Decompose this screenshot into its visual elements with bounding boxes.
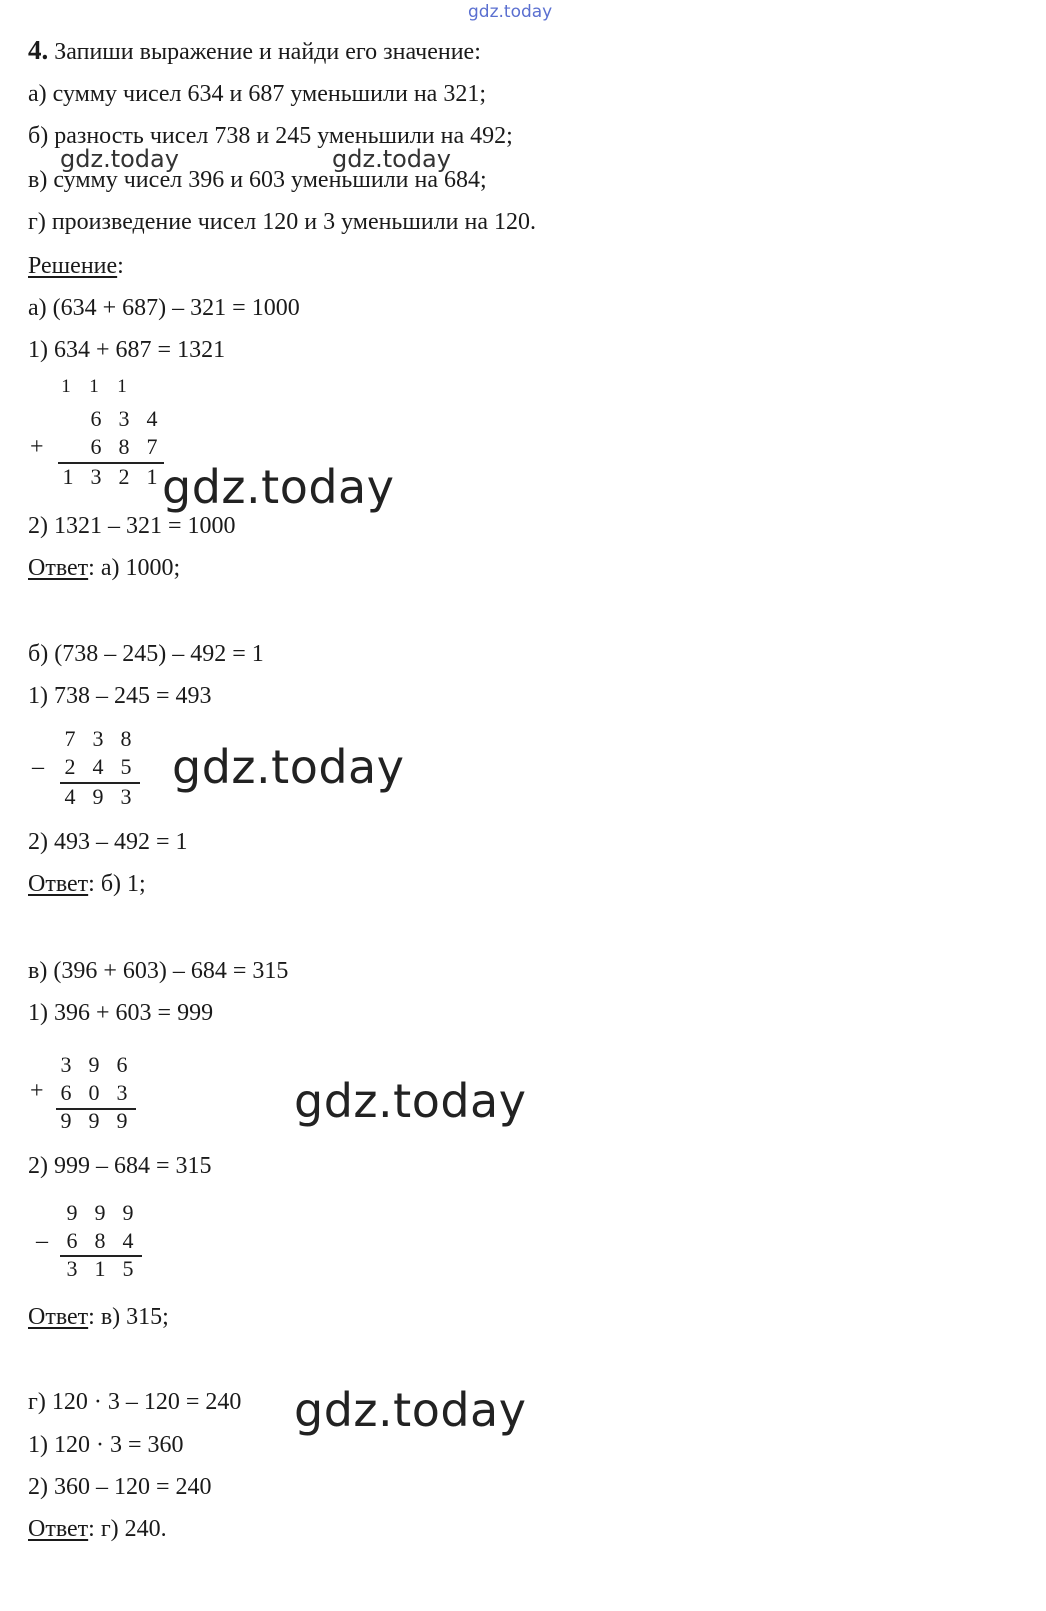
carry-digit: 1 [89,376,99,397]
digit: 3 [66,1256,78,1281]
part-g-step1: 1) 120 · 3 = 360 [28,1432,184,1458]
answer-value: : б) 1; [88,871,146,897]
digit: 9 [116,1108,128,1133]
plus-sign: + [30,434,44,460]
task-item-a: а) сумму чисел 634 и 687 уменьшили на 321; [28,81,486,107]
carry-digit: 1 [61,376,71,397]
part-a-step1: 1) 634 + 687 = 1321 [28,337,226,363]
digit: 2 [64,754,76,779]
column-calc-v-sum [28,1052,168,1142]
answer-label: Ответ [28,555,89,581]
part-a-answer [28,554,180,582]
part-v-step2: 2) 999 – 684 = 315 [28,1153,212,1179]
watermark-small-1: gdz.today [60,145,179,173]
digit: 6 [66,1228,78,1253]
answer-value: : в) 315; [88,1304,169,1330]
digit: 6 [60,1080,72,1105]
digit: 3 [60,1052,72,1077]
digit: 7 [146,434,158,459]
task-heading [28,36,481,66]
digit: 5 [120,754,132,779]
solution-label: Решение [28,253,118,279]
watermark-big-4: gdz.today [294,1383,527,1437]
solution-colon: : [117,253,124,279]
answer-label: Ответ [28,1304,89,1330]
digit: 3 [118,406,130,431]
answer-value: : а) 1000; [88,555,181,581]
part-v-answer [28,1303,169,1331]
part-b-step2: 2) 493 – 492 = 1 [28,829,188,855]
digit: 6 [116,1052,128,1077]
column-calc-v-diff [28,1200,168,1290]
task-prompt: Запиши выражение и найди его значение: [54,39,481,65]
digit: 4 [64,784,76,809]
part-v-step1: 1) 396 + 603 = 999 [28,1000,214,1026]
watermark-top: gdz.today [468,2,553,22]
digit: 9 [66,1200,78,1225]
digit: 3 [116,1080,128,1105]
part-a-expression: а) (634 + 687) – 321 = 1000 [28,295,300,321]
digit: 9 [60,1108,72,1133]
digit: 6 [90,406,102,431]
task-item-b: б) разность чисел 738 и 245 уменьшили на 492; [28,123,513,149]
digit: 4 [146,406,158,431]
digit: 4 [92,754,104,779]
digit: 9 [88,1108,100,1133]
answer-label: Ответ [28,871,89,897]
digit: 9 [88,1052,100,1077]
watermark-small-2: gdz.today [332,145,451,173]
part-b-answer [28,870,146,898]
plus-sign: + [30,1078,44,1104]
digit: 8 [118,434,130,459]
part-g-expression: г) 120 · 3 – 120 = 240 [28,1389,242,1415]
carry-digit: 1 [117,376,127,397]
digit: 9 [122,1200,134,1225]
part-b-step1: 1) 738 – 245 = 493 [28,683,212,709]
digit: 1 [94,1256,106,1281]
part-b-expression: б) (738 – 245) – 492 = 1 [28,641,264,667]
digit: 1 [62,464,74,489]
watermark-big-3: gdz.today [294,1074,527,1128]
solution-heading [28,252,124,280]
digit: 3 [120,784,132,809]
part-a-step2: 2) 1321 – 321 = 1000 [28,513,236,539]
digit: 8 [120,726,132,751]
minus-sign: – [32,754,44,780]
digit: 3 [92,726,104,751]
digit: 1 [146,464,158,489]
task-number: 4. [28,35,49,65]
task-item-g: г) произведение чисел 120 и 3 уменьшили на 120. [28,209,537,235]
digit: 7 [64,726,76,751]
digit: 9 [94,1200,106,1225]
digit: 5 [122,1256,134,1281]
digit: 8 [94,1228,106,1253]
digit: 2 [118,464,130,489]
digit: 3 [90,464,102,489]
digit: 9 [92,784,104,809]
task-item-v: в) сумму чисел 396 и 603 уменьшили на 684; [28,167,487,193]
minus-sign: – [36,1228,48,1254]
answer-value: : г) 240. [88,1516,167,1542]
part-g-answer [28,1515,167,1543]
digit: 6 [90,434,102,459]
answer-label: Ответ [28,1516,89,1542]
part-v-expression: в) (396 + 603) – 684 = 315 [28,958,289,984]
part-g-step2: 2) 360 – 120 = 240 [28,1474,212,1500]
watermark-big-1: gdz.today [162,460,395,514]
column-calc-b [28,726,168,816]
digit: 0 [88,1080,100,1105]
digit: 4 [122,1228,134,1253]
watermark-big-2: gdz.today [172,740,405,794]
